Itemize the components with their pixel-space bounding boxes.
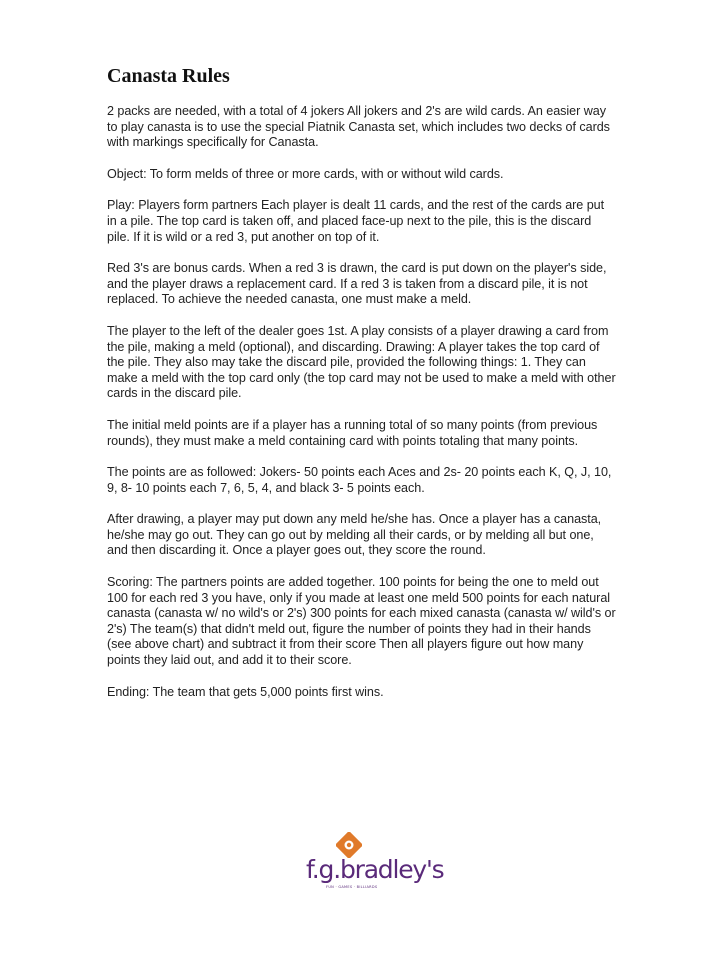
fg-bradleys-logo bbox=[306, 832, 444, 904]
paragraph-initial-meld: The initial meld points are if a player has a running total of so many points (from previous rounds), they must make a meld containing card with points totaling that many points. bbox=[107, 417, 598, 448]
paragraph-points: The points are as followed: Jokers- 50 points each Aces and 2s- 20 points each K, Q, J, 10, 9, 8- 10 points each 7, 6, 5, 4, and black 3- 5 points each. bbox=[107, 465, 612, 495]
paragraph-equipment: 2 packs are needed, with a total of 4 jokers All jokers and 2's are wild cards. An easier way to play canasta is to use the special Piatnik Canasta set, which includes two decks of cards with markings specifically for Canasta. bbox=[107, 104, 610, 150]
logo-tagline: FUN · GAMES · BILLIARDS bbox=[326, 885, 378, 889]
paragraph-scoring: Scoring: The partners points are added together. 100 points for being the one to meld out 100 for each red 3 you have, only if you made at least one meld 500 points for each natural canasta (canasta w/ no wild's or 2's) 300 points for each mixed canasta (canasta w/ wild's or 2's) The team(s) that didn't meld out, figure the number of points they had in their hands (see above chart) and subtract it from their score Then all players figure out how many points they laid out, and add it to their score. bbox=[107, 575, 616, 668]
paragraph-going-out: After drawing, a player may put down any meld he/she has. Once a player has a canasta, he/she may go out. They can go out by melding all their cards, or by melding all but one, and then discarding it. Once a player goes out, they score the round. bbox=[107, 512, 602, 558]
paragraph-play: Play: Players form partners Each player is dealt 11 cards, and the rest of the cards are put in a pile. The top card is taken off, and placed face-up next to the pile, this is the discard pile. If it is wild or a red 3, put another on top of it. bbox=[107, 198, 605, 244]
paragraph-ending: Ending: The team that gets 5,000 points first wins. bbox=[107, 684, 384, 699]
paragraph-turn: The player to the left of the dealer goes 1st. A play consists of a player drawing a card from the pile, making a meld (optional), and discarding. Drawing: A player takes the top card of the pile. They also may take the discard pile, provided the following things: 1. They can make a meld with the top card only (the top card may not be used to make a meld with other cards in the discard pile. bbox=[107, 323, 616, 401]
paragraph-object: Object: To form melds of three or more cards, with or without wild cards. bbox=[107, 166, 504, 181]
document-page bbox=[107, 64, 617, 716]
paragraph-red-threes: Red 3's are bonus cards. When a red 3 is drawn, the card is put down on the player's side, and the player draws a replacement card. If a red 3 is taken from a discard pile, it is not replaced. To achieve the needed canasta, one must make a meld. bbox=[107, 261, 607, 307]
document-title: Canasta Rules bbox=[107, 65, 230, 87]
logo-wordmark: f.g.bradley's bbox=[306, 855, 444, 884]
